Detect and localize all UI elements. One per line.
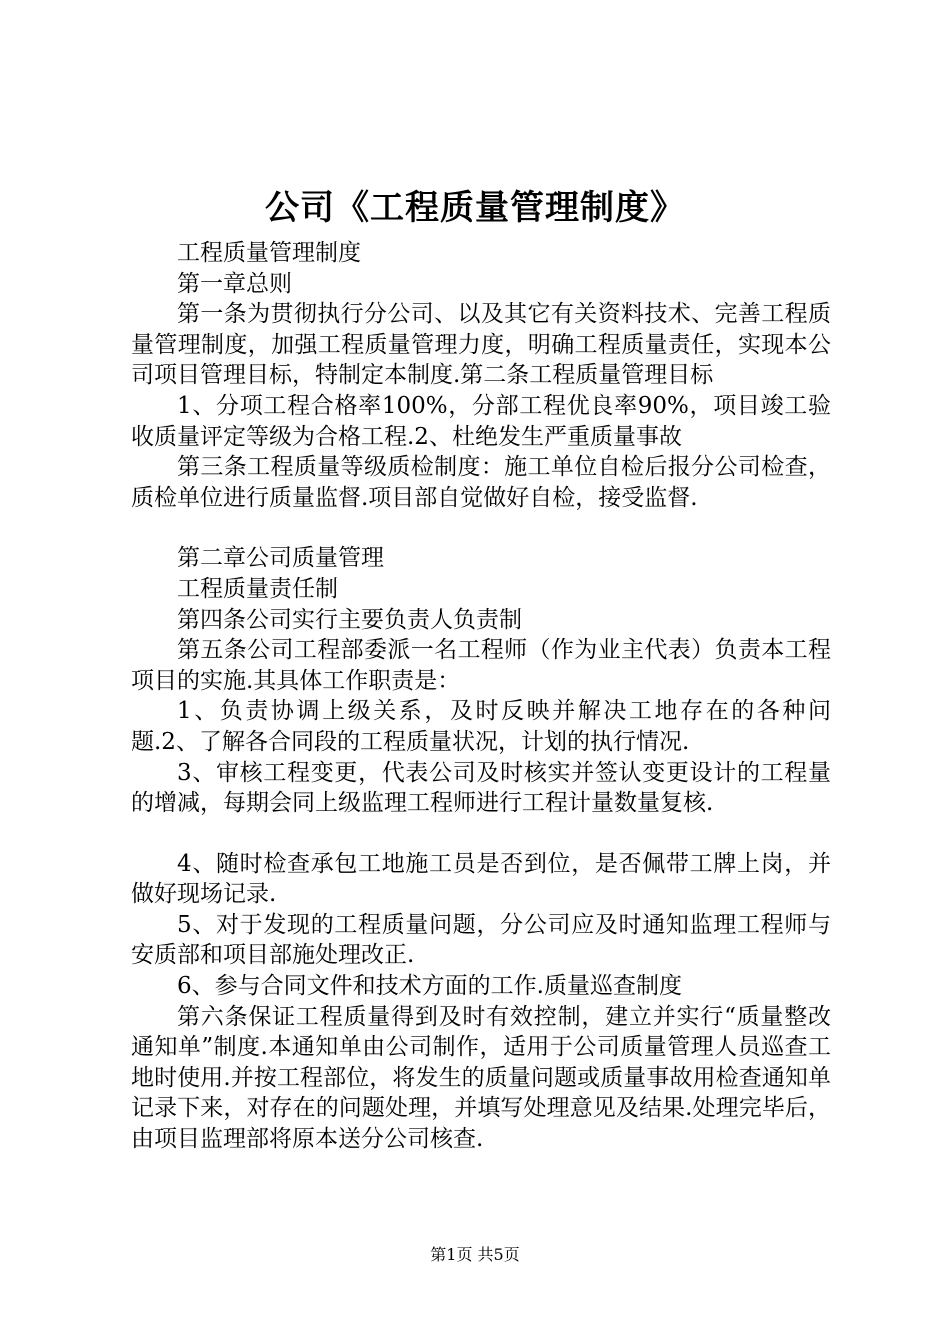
paragraph-spacer <box>131 819 831 849</box>
paragraph: 第一条为贯彻执行分公司、以及其它有关资料技术、完善工程质量管理制度，加强工程质量管理力度，明确工程质量责任，实现本公司项目管理目标，特制定本制度.第二条工程质量管理目标 <box>131 301 831 389</box>
paragraph: 5、对于发现的工程质量问题，分公司应及时通知监理工程师与安质部和项目部施处理改正. <box>131 911 831 969</box>
paragraph: 第六条保证工程质量得到及时有效控制，建立并实行“质量整改通知单”制度.本通知单由公司制作，适用于公司质量管理人员巡查工地时使用.并按工程部位，将发生的质量问题或质量事故用检查通知单记录下来，对存在的问题处理，并填写处理意见及结果.处理完毕后，由项目监理部将原本送分公司核查. <box>131 1003 831 1153</box>
document-title: 公司《工程质量管理制度》 <box>265 188 685 228</box>
paragraph: 1、负责协调上级关系，及时反映并解决工地存在的各种问题.2、了解各合同段的工程质量状况，计划的执行情况. <box>131 698 831 755</box>
section-heading: 工程质量责任制 <box>177 575 338 602</box>
paragraph: 第五条公司工程部委派一名工程师（作为业主代表）负责本工程项目的实施.其具体工作职责是： <box>131 637 831 694</box>
document-body <box>131 238 831 1155</box>
paragraph: 第四条公司实行主要负责人负责制 <box>177 606 522 633</box>
paragraph-heading: 工程质量管理制度 <box>177 240 361 266</box>
paragraph: 6、参与合同文件和技术方面的工作.质量巡查制度 <box>177 973 682 1000</box>
paragraph: 3、审核工程变更，代表公司及时核实并签认变更设计的工程量的增减，每期会同上级监理工程师进行工程计量数量复核. <box>131 759 831 817</box>
paragraph-spacer <box>131 513 831 543</box>
paragraph: 4、随时检查承包工地施工员是否到位，是否佩带工牌上岗，并做好现场记录. <box>131 850 831 908</box>
chapter-heading: 第二章公司质量管理 <box>177 545 384 572</box>
chapter-heading: 第一章总则 <box>177 270 292 297</box>
paragraph: 第三条工程质量等级质检制度：施工单位自检后报分公司检查，质检单位进行质量监督.项目部自觉做好自检，接受监督. <box>131 454 831 511</box>
paragraph: 1、分项工程合格率100%，分部工程优良率90%，项目竣工验收质量评定等级为合格工程.2、杜绝发生严重质量事故 <box>131 392 831 450</box>
page-number: 第1页 共5页 <box>430 1245 520 1264</box>
